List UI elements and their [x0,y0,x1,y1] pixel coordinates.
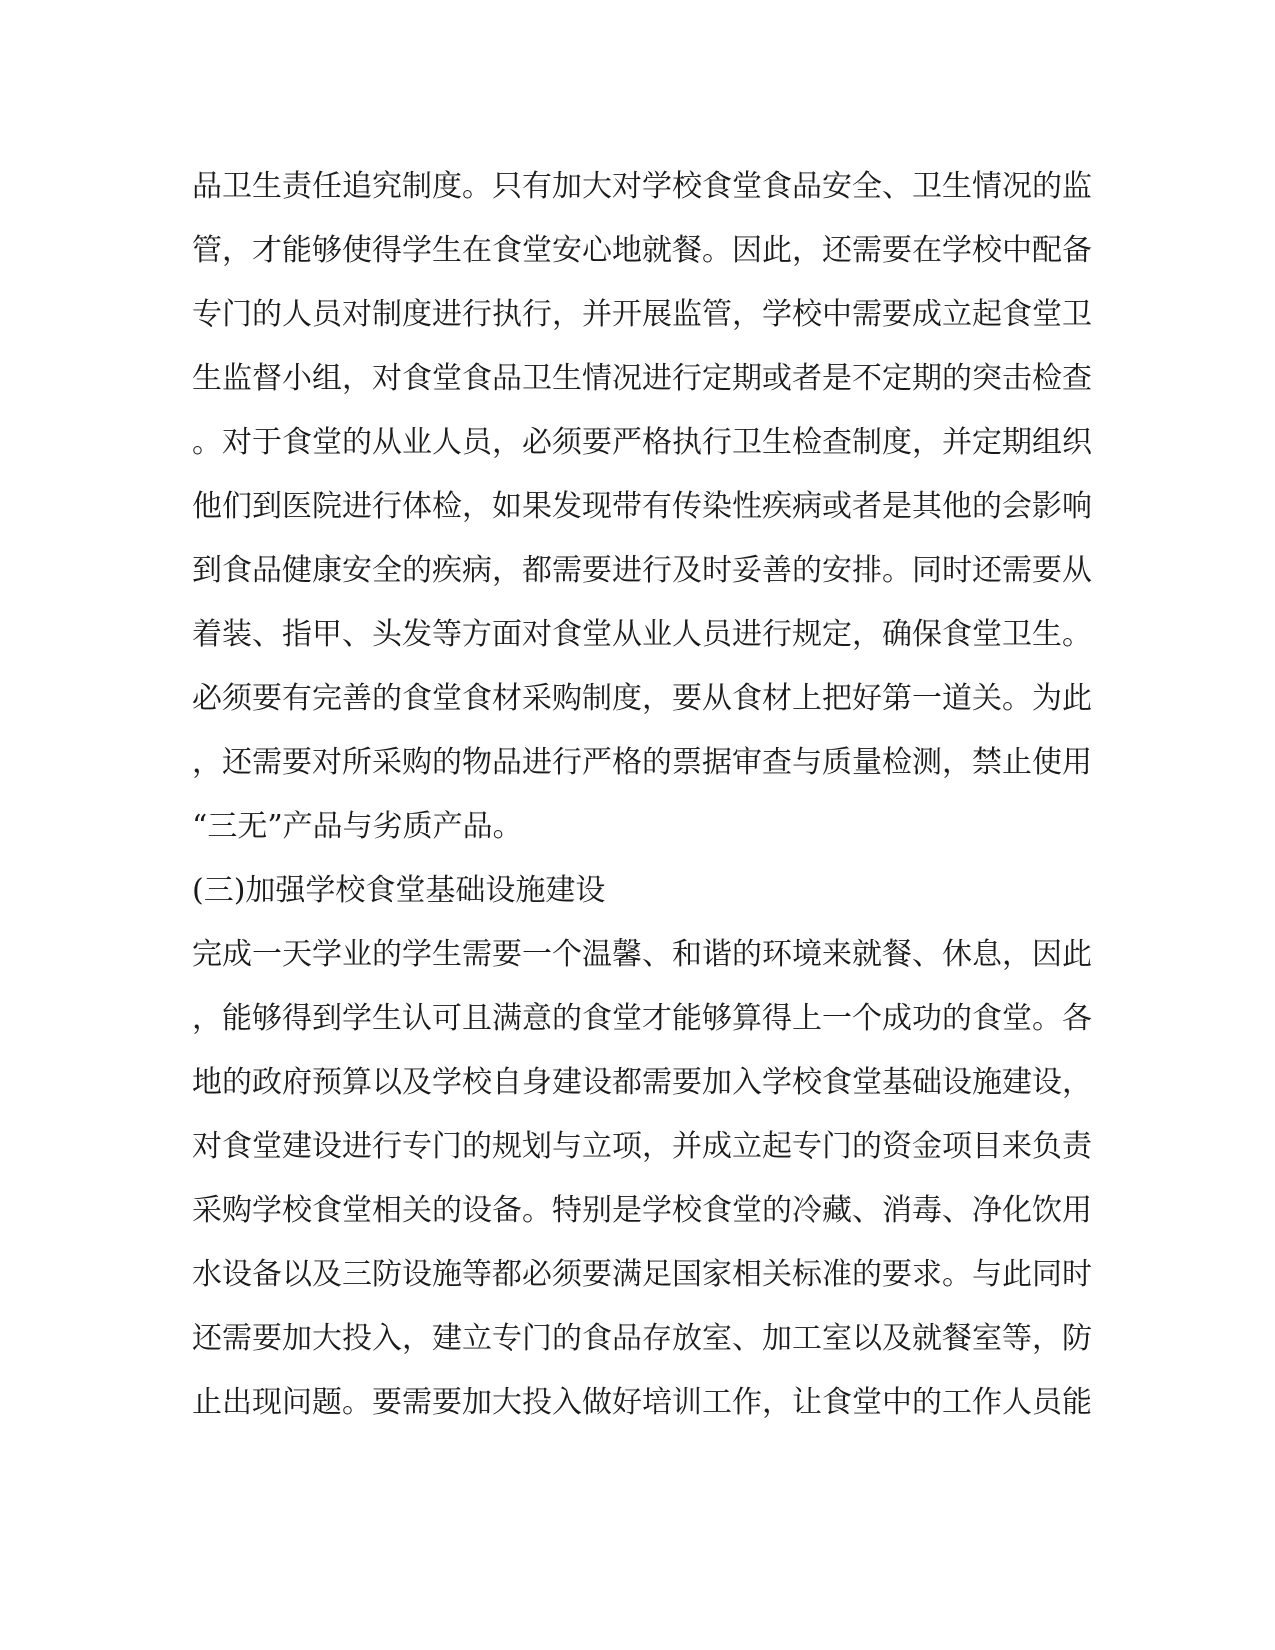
text-line: 完成一天学业的学生需要一个温馨、和谐的环境来就餐、休息，因此 [192,937,1092,972]
text-line: 生监督小组，对食堂食品卫生情况进行定期或者是不定期的突击检查 [192,361,1092,396]
body-text [192,155,1092,1435]
text-line: 对食堂建设进行专门的规划与立项，并成立起专门的资金项目来负责 [192,1129,1092,1164]
section-heading: (三)加强学校食堂基础设施建设 [192,873,606,908]
text-line: 采购学校食堂相关的设备。特别是学校食堂的冷藏、消毒、净化饮用 [192,1193,1092,1228]
text-line: 必须要有完善的食堂食材采购制度，要从食材上把好第一道关。为此 [192,681,1092,716]
text-line: 管，才能够使得学生在食堂安心地就餐。因此，还需要在学校中配备 [192,233,1092,268]
text-line: ，能够得到学生认可且满意的食堂才能够算得上一个成功的食堂。各 [192,1001,1092,1036]
text-line: 着装、指甲、头发等方面对食堂从业人员进行规定，确保食堂卫生。 [192,617,1092,652]
text-line: 到食品健康安全的疾病，都需要进行及时妥善的安排。同时还需要从 [192,553,1092,588]
text-line: “三无”产品与劣质产品。 [192,809,523,844]
text-line: 止出现问题。要需要加大投入做好培训工作，让食堂中的工作人员能 [192,1385,1092,1420]
text-line: 。对于食堂的从业人员，必须要严格执行卫生检查制度，并定期组织 [192,425,1092,460]
text-line: 地的政府预算以及学校自身建设都需要加入学校食堂基础设施建设， [192,1065,1092,1100]
text-line: 还需要加大投入，建立专门的食品存放室、加工室以及就餐室等，防 [192,1321,1092,1356]
text-line: ，还需要对所采购的物品进行严格的票据审查与质量检测，禁止使用 [192,745,1092,780]
text-line: 水设备以及三防设施等都必须要满足国家相关标准的要求。与此同时 [192,1257,1092,1292]
text-line: 品卫生责任追究制度。只有加大对学校食堂食品安全、卫生情况的监 [192,169,1092,204]
text-line: 专门的人员对制度进行执行，并开展监管，学校中需要成立起食堂卫 [192,297,1092,332]
text-line: 他们到医院进行体检，如果发现带有传染性疾病或者是其他的会影响 [192,489,1092,524]
